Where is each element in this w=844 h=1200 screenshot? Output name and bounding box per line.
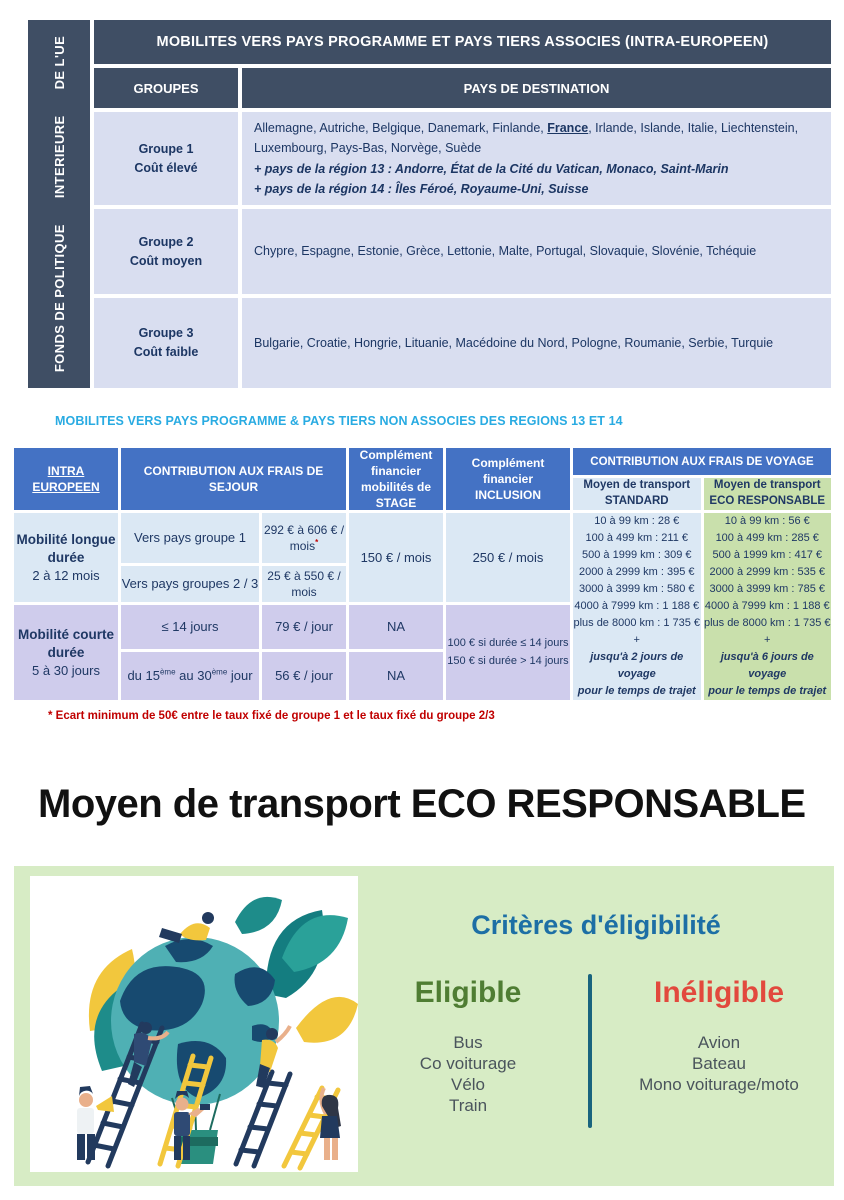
eligible-column bbox=[368, 976, 568, 1116]
list-item: Co voiturage bbox=[419, 1054, 517, 1073]
cell-long-stage: 150 € / mois bbox=[349, 513, 443, 602]
table2-header-sejour: CONTRIBUTION AUX FRAIS DE SEJOUR bbox=[121, 448, 346, 510]
eco-criteria-panel bbox=[14, 866, 834, 1186]
section2-title: MOBILITES VERS PAYS PROGRAMME & PAYS TIERS NON ASSOCIES DES REGIONS 13 ET 14 bbox=[55, 414, 623, 428]
table1-group1-label: Groupe 1 Coût élevé bbox=[94, 112, 238, 205]
cell-short-1530-label: du 15ème au 30ème jour bbox=[121, 652, 259, 700]
page-title: Moyen de transport ECO RESPONSABLE bbox=[38, 782, 806, 826]
cell-short-1530-stage: NA bbox=[349, 652, 443, 700]
table2-header-voyage bbox=[573, 448, 831, 510]
row-short-duration-label: Mobilité courte durée 5 à 30 jours bbox=[14, 605, 118, 700]
person-woman-right bbox=[320, 1088, 341, 1160]
region13-note: + pays de la région 13 : Andorre, État de la Cité du Vatican, Monaco, Saint-Marin bbox=[254, 161, 729, 176]
voyage-standard-subheader: Moyen de transport STANDARD bbox=[573, 478, 701, 510]
footnote-ecart-minimum: * Ecart minimum de 50€ entre le taux fixé de groupe 1 et le taux fixé du groupe 2/3 bbox=[48, 710, 495, 722]
table1-group2-label: Groupe 2 Coût moyen bbox=[94, 209, 238, 294]
ineligible-column bbox=[611, 976, 827, 1095]
table2-contributions bbox=[14, 448, 831, 700]
list-item: Bus bbox=[453, 1033, 483, 1052]
cell-short-inclusion: 100 € si durée ≤ 14 jours 150 € si durée > 14 jours bbox=[446, 605, 570, 700]
cell-long-group23-label: Vers pays groupes 2 / 3 bbox=[121, 566, 259, 602]
sidebar-vertical-text bbox=[28, 20, 90, 388]
row-long-duration-label: Mobilité longue durée 2 à 12 mois bbox=[14, 513, 118, 602]
cell-long-inclusion: 250 € / mois bbox=[446, 513, 570, 602]
table1-group3-label: Groupe 3 Coût faible bbox=[94, 298, 238, 388]
table2-header-inclusion: Complément financier INCLUSION bbox=[446, 448, 570, 510]
list-item: Train bbox=[448, 1096, 488, 1115]
cell-voyage-standard: 10 à 99 km : 28 € 100 à 499 km : 211 € 500 à 1999 km : 309 € 2000 à 2999 km : 395 € 3000 à 3999 km : 580 € 4000 à 7999 km : 1 188 € plus de 8000 km : 1 735 € + jusqu'à 2 jours de voyage pour le temps de trajet bbox=[573, 513, 701, 700]
list-item: Mono voiturage/moto bbox=[639, 1075, 799, 1094]
cell-short-14days-stage: NA bbox=[349, 605, 443, 649]
criteria-title: Critères d'éligibilité bbox=[471, 910, 721, 940]
highlight-france: France bbox=[547, 121, 589, 135]
cell-voyage-eco: 10 à 99 km : 56 € 100 à 499 km : 285 € 500 à 1999 km : 417 € 2000 à 2999 km : 535 € 3000 à 3999 km : 785 € 4000 à 7999 km : 1 188 € plus de 8000 km : 1 735 € + jusqu'à 6 jours de voyage pour le temps de trajet bbox=[704, 513, 832, 700]
cell-long-group1-label: Vers pays groupe 1 bbox=[121, 513, 259, 563]
table1-sidebar bbox=[28, 20, 90, 388]
table1-col-pays: PAYS DE DESTINATION bbox=[242, 68, 831, 108]
eligible-heading: Eligible bbox=[414, 976, 522, 1009]
sidebar-text-interieure: INTERIEURE bbox=[51, 115, 67, 199]
eligible-list bbox=[368, 1032, 568, 1116]
list-item: Avion bbox=[697, 1033, 741, 1052]
table1-title: MOBILITES VERS PAYS PROGRAMME ET PAYS TIERS ASSOCIES (INTRA-EUROPEEN) bbox=[94, 20, 831, 64]
table1-group2-countries: Chypre, Espagne, Estonie, Grèce, Lettonie, Malte, Portugal, Slovaquie, Slovénie, Tchéquie bbox=[242, 209, 831, 294]
voyage-title: CONTRIBUTION AUX FRAIS DE VOYAGE bbox=[573, 448, 831, 475]
table1-group1-countries: Allemagne, Autriche, Belgique, Danemark, Finlande, France, Irlande, Islande, Italie, Liechtenstein, Luxembourg, Pays-Bas, Norvège, Suède + pays de la région 13 : Andorre, État de la Cité du Vatican, Monaco, Saint-Marin + pays de la région 14 : Îles Féroé, Royaume-Uni, Suisse bbox=[242, 112, 831, 205]
cell-short-14days-value: 79 € / jour bbox=[262, 605, 346, 649]
table2-header-stage: Complément financier mobilités de STAGE bbox=[349, 448, 443, 510]
list-item: Vélo bbox=[450, 1075, 486, 1094]
table2-header-intra: INTRA EUROPEEN bbox=[14, 448, 118, 510]
list-item: Bateau bbox=[692, 1054, 746, 1073]
table1-destinations bbox=[94, 20, 831, 388]
globe-illustration bbox=[30, 876, 358, 1172]
region14-note: + pays de la région 14 : Îles Féroé, Royaume-Uni, Suisse bbox=[254, 181, 589, 196]
sidebar-text-ue: DE L'UE bbox=[51, 35, 67, 90]
globe-illustration-card bbox=[30, 876, 358, 1172]
red-asterisk: * bbox=[315, 538, 319, 547]
cell-short-14days-label: ≤ 14 jours bbox=[121, 605, 259, 649]
sidebar-text-fonds: FONDS DE POLITIQUE bbox=[51, 224, 67, 373]
table1-group3-countries: Bulgarie, Croatie, Hongrie, Lituanie, Macédoine du Nord, Pologne, Roumanie, Serbie, Turquie bbox=[242, 298, 831, 388]
ineligible-list bbox=[611, 1032, 827, 1095]
criteria-divider bbox=[588, 974, 592, 1128]
cell-short-1530-value: 56 € / jour bbox=[262, 652, 346, 700]
ineligible-heading: Inéligible bbox=[653, 976, 785, 1009]
voyage-eco-subheader: Moyen de transport ECO RESPONSABLE bbox=[704, 478, 832, 510]
cell-long-group23-value: 25 € à 550 € / mois bbox=[262, 566, 346, 602]
cell-long-group1-value: 292 € à 606 € / mois* bbox=[262, 513, 346, 563]
table1-col-groupes: GROUPES bbox=[94, 68, 238, 108]
